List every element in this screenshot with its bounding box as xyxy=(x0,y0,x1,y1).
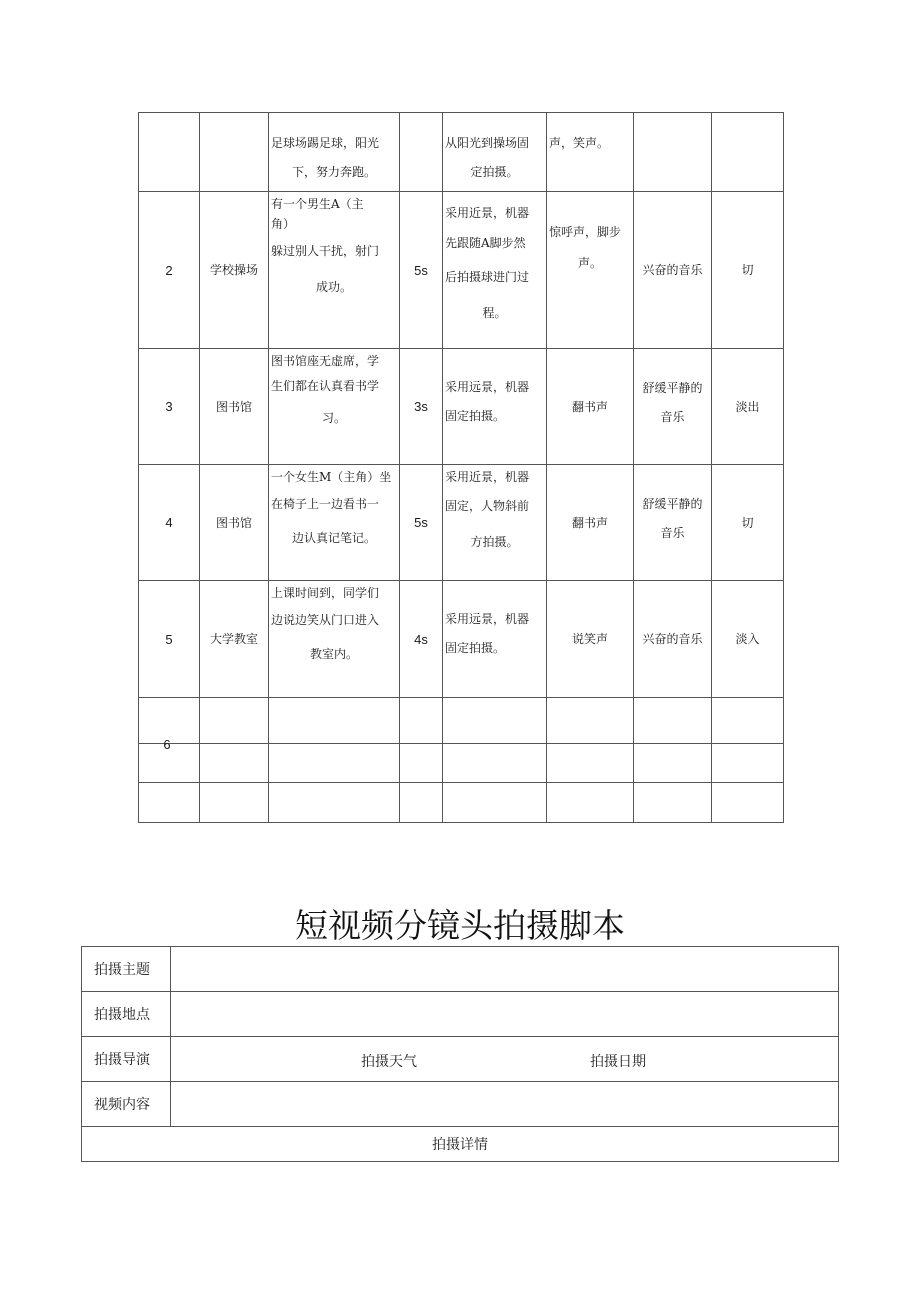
sound-line: 惊呼声，脚步 xyxy=(549,225,622,239)
shot-script-table xyxy=(138,112,784,823)
content-line: 在椅子上一边看书一 xyxy=(271,497,380,511)
shot-location: 图书馆 xyxy=(200,349,269,465)
table-row xyxy=(139,465,784,581)
shot-music: 兴奋的音乐 xyxy=(634,581,712,698)
empty-cell xyxy=(547,698,634,744)
place-row xyxy=(82,992,839,1037)
content-cell xyxy=(269,349,400,465)
duration-cell xyxy=(400,113,443,192)
shot-location: 图书馆 xyxy=(200,465,269,581)
music-cell xyxy=(634,465,712,581)
content-cell xyxy=(269,113,400,192)
shooting-line: 采用远景，机器 xyxy=(445,380,530,394)
content-line: 图书馆座无虚席，学 xyxy=(271,354,380,368)
place-label: 拍摄地点 xyxy=(82,992,171,1037)
director-row xyxy=(82,1037,839,1082)
shot-duration: 4s xyxy=(400,581,443,698)
empty-cell xyxy=(712,744,784,783)
shooting-line: 定拍摄。 xyxy=(470,165,519,179)
content-line: 习。 xyxy=(321,411,346,425)
empty-cell xyxy=(547,783,634,823)
empty-cell xyxy=(200,783,269,823)
shot-number xyxy=(139,698,200,752)
shooting-line: 固定，人物斜前 xyxy=(445,499,530,513)
shot-number-text: 6 xyxy=(163,737,171,752)
shooting-line: 后拍摄球进门过 xyxy=(445,270,530,284)
music-cell xyxy=(634,113,712,192)
content-cell xyxy=(269,465,400,581)
shooting-cell xyxy=(443,192,547,349)
shot-number: 3 xyxy=(139,349,200,465)
table-row xyxy=(139,783,784,823)
shot-transition: 淡入 xyxy=(712,581,784,698)
table-row xyxy=(139,744,784,783)
shot-transition: 切 xyxy=(712,465,784,581)
video-content-field[interactable] xyxy=(171,1082,839,1127)
shooting-cell xyxy=(443,465,547,581)
empty-cell xyxy=(443,744,547,783)
table-row xyxy=(139,192,784,349)
music-cell xyxy=(634,349,712,465)
document-title: 短视频分镜头拍摄脚本 xyxy=(295,906,625,945)
empty-cell xyxy=(200,698,269,744)
empty-cell xyxy=(712,783,784,823)
content-line: 下，努力奔跑。 xyxy=(291,165,376,179)
table-row xyxy=(139,581,784,698)
content-line: 成功。 xyxy=(315,280,352,294)
details-row xyxy=(82,1127,839,1162)
video-content-label: 视频内容 xyxy=(82,1082,171,1127)
content-line: 边认真记笔记。 xyxy=(291,531,376,545)
empty-cell xyxy=(634,783,712,823)
table-row xyxy=(139,349,784,465)
director-label: 拍摄导演 xyxy=(82,1037,171,1082)
content-line: 边说边笑从门口进入 xyxy=(271,613,380,627)
content-line: 上课时间到，同学们 xyxy=(271,586,380,600)
content-cell xyxy=(269,581,400,698)
shot-sound: 翻书声 xyxy=(547,349,634,465)
empty-cell xyxy=(139,783,200,823)
empty-cell xyxy=(443,698,547,744)
empty-cell xyxy=(269,698,400,744)
content-line: 躲过别人干扰，射门 xyxy=(271,244,380,258)
date-label: 拍摄日期 xyxy=(590,1054,646,1070)
director-weather-date-field[interactable] xyxy=(171,1037,839,1082)
shooting-line: 采用近景，机器 xyxy=(445,470,530,484)
empty-cell xyxy=(400,783,443,823)
shot-music: 兴奋的音乐 xyxy=(634,192,712,349)
sound-line: 声。 xyxy=(577,256,602,270)
shot-number: 4 xyxy=(139,465,200,581)
content-line: 足球场踢足球，阳光 xyxy=(271,136,380,150)
shot-sound: 翻书声 xyxy=(547,465,634,581)
shot-number: 5 xyxy=(139,581,200,698)
empty-cell xyxy=(400,744,443,783)
empty-cell xyxy=(200,744,269,783)
shooting-cell xyxy=(443,349,547,465)
theme-label: 拍摄主题 xyxy=(82,947,171,992)
transition-cell xyxy=(712,113,784,192)
shooting-line: 先跟随A脚步然 xyxy=(445,236,526,250)
weather-label: 拍摄天气 xyxy=(361,1054,417,1070)
shooting-line: 采用近景，机器 xyxy=(445,206,530,220)
empty-cell xyxy=(269,744,400,783)
table-row xyxy=(139,698,784,744)
shooting-line: 固定拍摄。 xyxy=(445,409,506,423)
shooting-line: 从阳光到操场固 xyxy=(445,136,530,150)
content-line: 教室内。 xyxy=(309,647,358,661)
shot-location: 学校操场 xyxy=(200,192,269,349)
shot-number: 2 xyxy=(139,192,200,349)
empty-cell xyxy=(443,783,547,823)
empty-cell xyxy=(547,744,634,783)
shot-duration: 3s xyxy=(400,349,443,465)
shooting-cell xyxy=(443,113,547,192)
table-row-continued xyxy=(139,113,784,192)
music-line: 音乐 xyxy=(660,409,685,424)
empty-cell xyxy=(634,744,712,783)
content-cell xyxy=(269,192,400,349)
shooting-line: 固定拍摄。 xyxy=(445,641,506,655)
empty-cell xyxy=(269,783,400,823)
content-line: 一个女生M（主角）坐 xyxy=(271,470,392,484)
empty-cell xyxy=(400,698,443,744)
content-line: 生们都在认真看书学 xyxy=(271,379,380,393)
content-line: 有一个男生A（主 xyxy=(271,197,364,211)
music-line: 音乐 xyxy=(660,525,685,540)
shooting-details-header: 拍摄详情 xyxy=(82,1127,839,1162)
script-info-table xyxy=(81,946,839,1162)
shot-location: 大学教室 xyxy=(200,581,269,698)
shot-duration: 5s xyxy=(400,192,443,349)
shot-transition: 切 xyxy=(712,192,784,349)
empty-cell xyxy=(712,698,784,744)
shooting-line: 采用远景，机器 xyxy=(445,612,530,626)
shot-transition: 淡出 xyxy=(712,349,784,465)
sound-cell xyxy=(547,192,634,349)
theme-row xyxy=(82,947,839,992)
music-line: 舒缓平静的 xyxy=(642,496,703,511)
empty-cell xyxy=(634,698,712,744)
location-cell xyxy=(200,113,269,192)
place-field[interactable] xyxy=(171,992,839,1037)
shooting-line: 方拍摄。 xyxy=(470,535,519,549)
shot-sound: 说笑声 xyxy=(547,581,634,698)
shot-duration: 5s xyxy=(400,465,443,581)
no-cell xyxy=(139,113,200,192)
music-line: 舒缓平静的 xyxy=(642,380,703,395)
shooting-line: 程。 xyxy=(482,306,507,320)
theme-field[interactable] xyxy=(171,947,839,992)
content-line: 角） xyxy=(271,217,296,231)
sound-line: 声，笑声。 xyxy=(549,136,610,150)
shooting-cell xyxy=(443,581,547,698)
content-row xyxy=(82,1082,839,1127)
sound-cell xyxy=(547,113,634,192)
